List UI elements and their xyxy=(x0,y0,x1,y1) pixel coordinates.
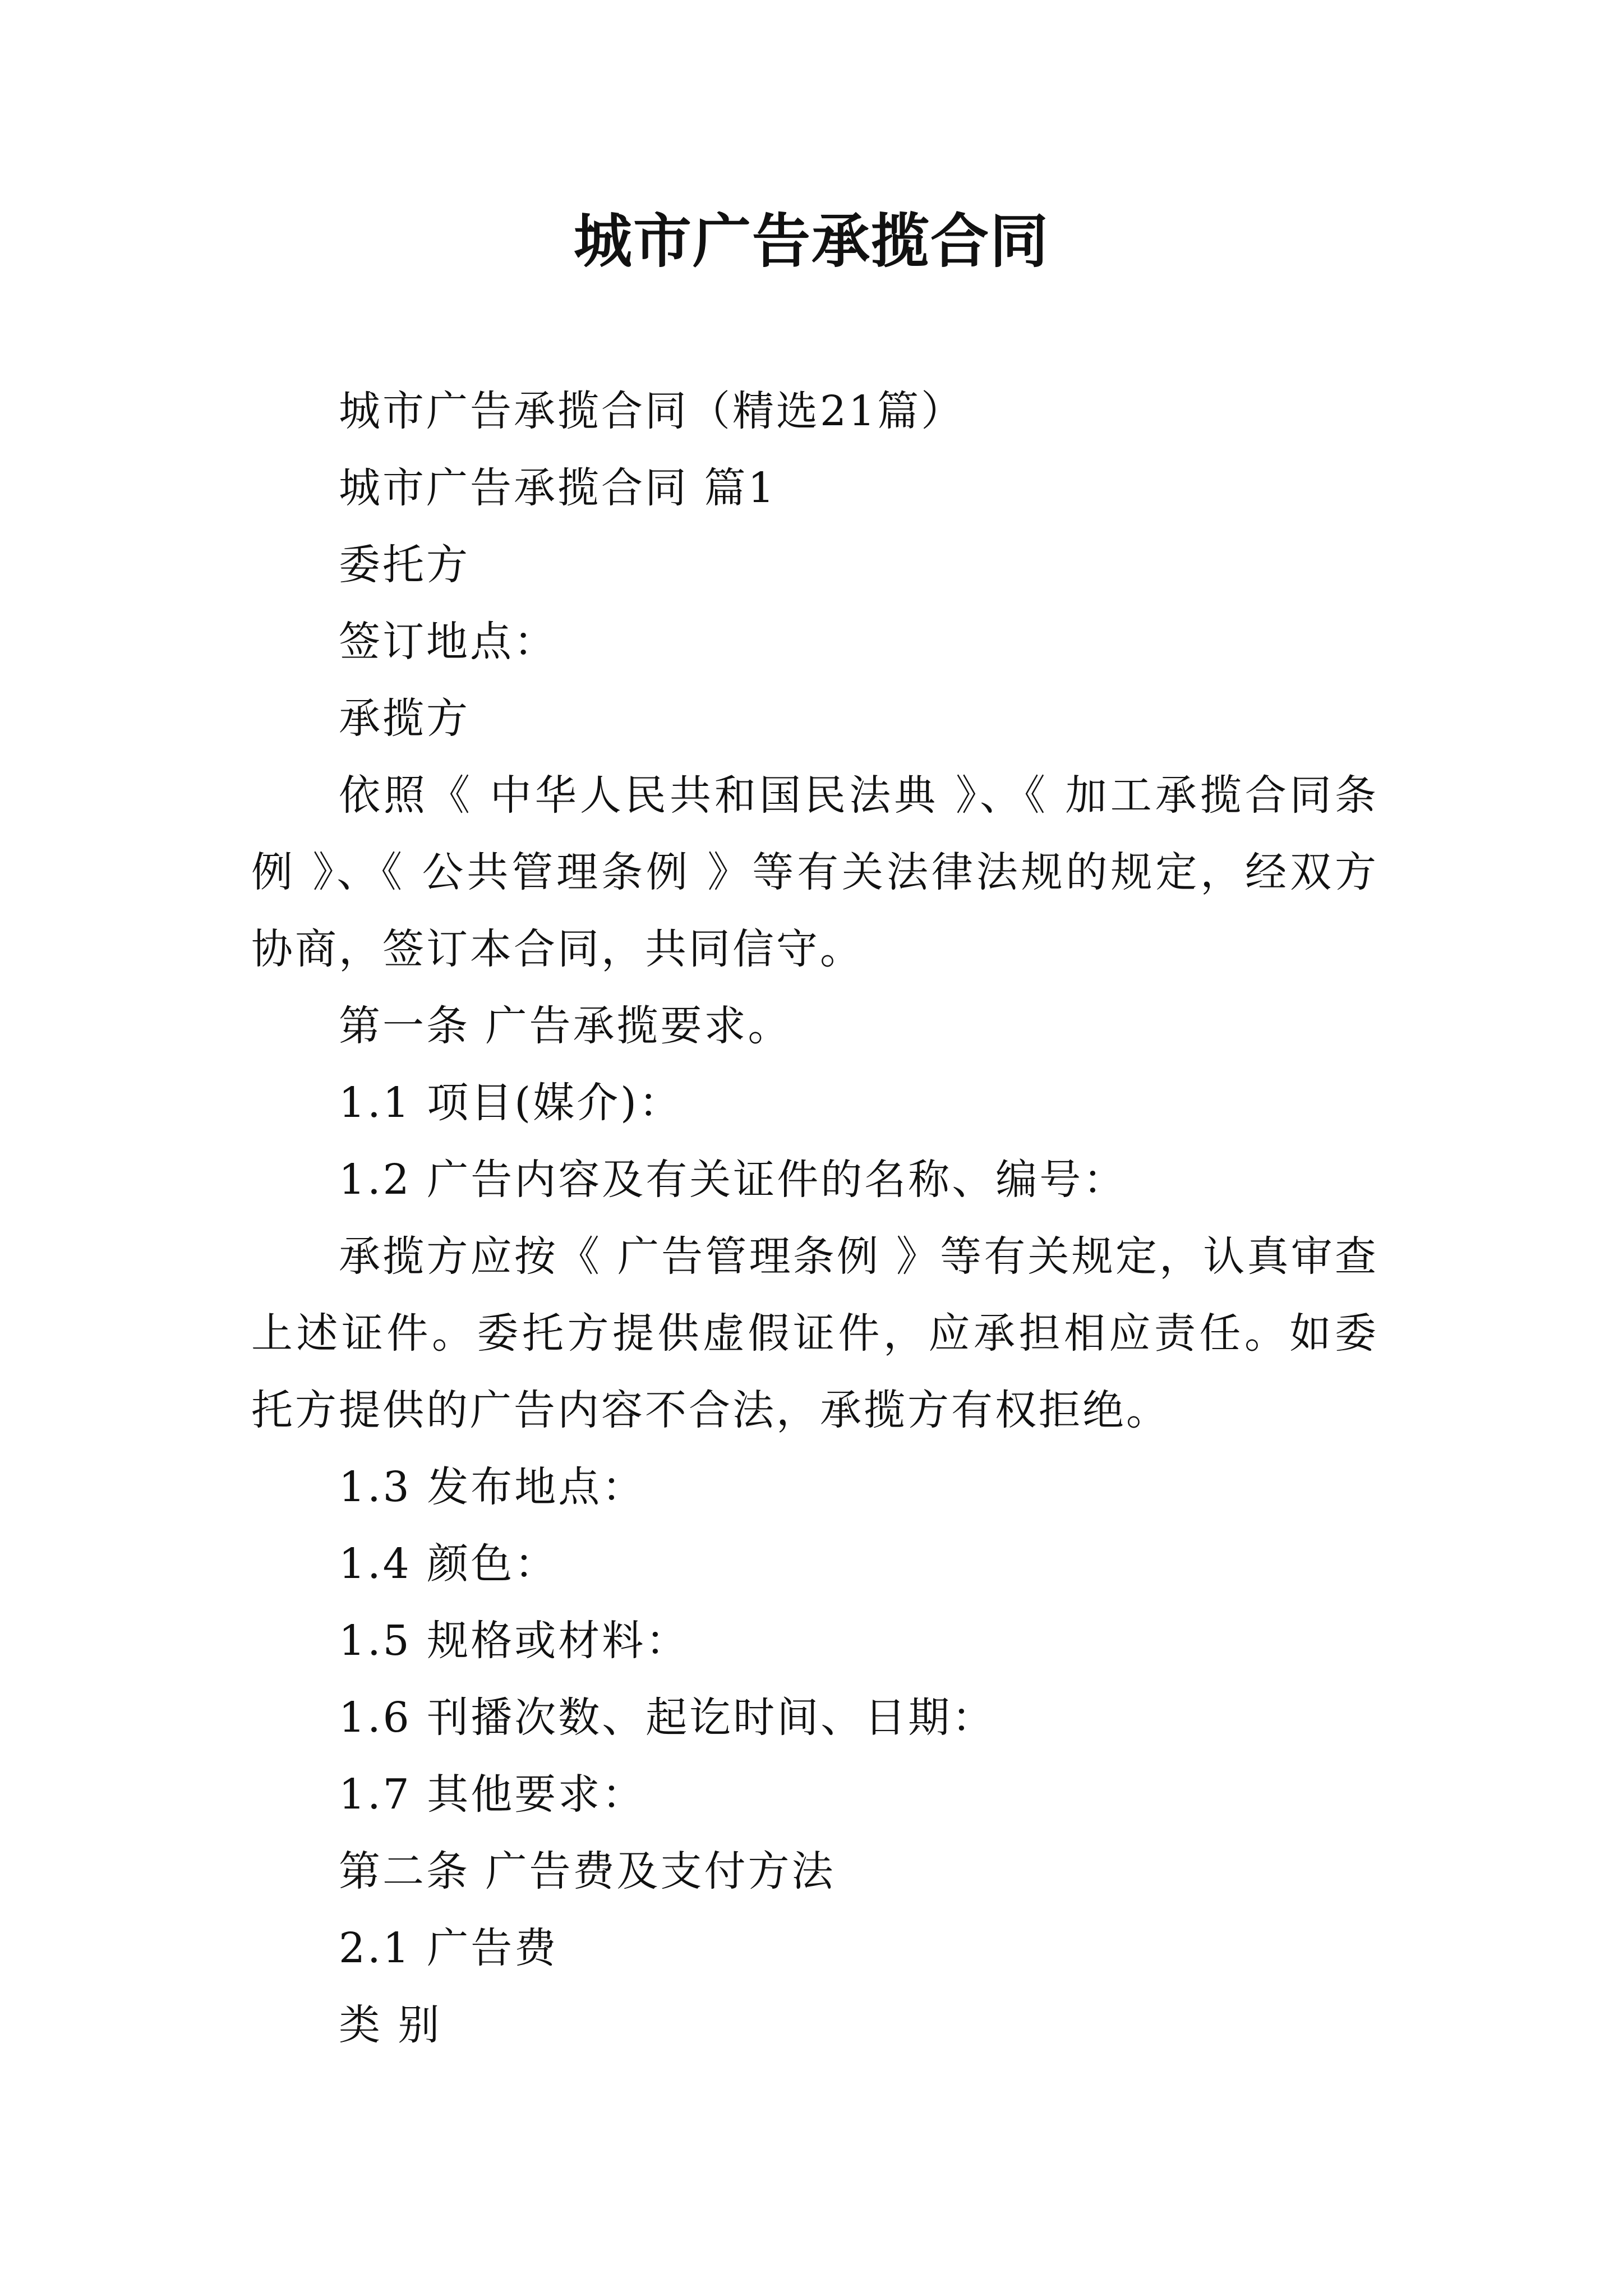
paragraph-item-1-4: 1.4 颜色： xyxy=(339,1540,559,1588)
paragraph-category: 类 别 xyxy=(339,2001,442,2049)
paragraph-client: 委托方 xyxy=(339,541,470,589)
paragraph-item-1-3: 1.3 发布地点： xyxy=(339,1463,646,1511)
document-title: 城市广告承揽合同 xyxy=(573,206,1049,275)
paragraph-item-1-6: 1.6 刊播次数、起讫时间、日期： xyxy=(339,1694,996,1742)
paragraph-item-1-5: 1.5 规格或材料： xyxy=(339,1617,690,1665)
paragraph-article-1: 第一条 广告承揽要求。 xyxy=(339,1002,792,1050)
document-body xyxy=(251,373,1378,2064)
paragraph-section-heading: 城市广告承揽合同 篇1 xyxy=(339,464,777,512)
paragraph-item-1-7: 1.7 其他要求： xyxy=(339,1770,646,1819)
paragraph-item-2-1: 2.1 广告费 xyxy=(339,1924,559,1972)
paragraph-collection-title: 城市广告承揽合同（精选21篇） xyxy=(339,387,965,435)
paragraph-review-clause: 承揽方应按《 广告管理条例 》等有关规定，认真审查上述证件。委托方提供虚假证件，应承担相应责任。如委托方提供的广告内容不合法，承揽方有权拒绝。 xyxy=(251,1232,1378,1434)
paragraph-article-2: 第二条 广告费及支付方法 xyxy=(339,1847,836,1895)
paragraph-preamble: 依照《 中华人民共和国民法典 》、《 加工承揽合同条例 》、《 公共管理条例 》等有关法律法规的规定，经双方协商，签订本合同，共同信守。 xyxy=(251,771,1378,973)
paragraph-contractor: 承揽方 xyxy=(339,694,470,743)
paragraph-signing-place: 签订地点： xyxy=(339,618,557,666)
paragraph-item-1-2: 1.2 广告内容及有关证件的名称、编号： xyxy=(339,1156,1127,1204)
paragraph-item-1-1: 1.1 项目(媒介)： xyxy=(339,1079,683,1127)
